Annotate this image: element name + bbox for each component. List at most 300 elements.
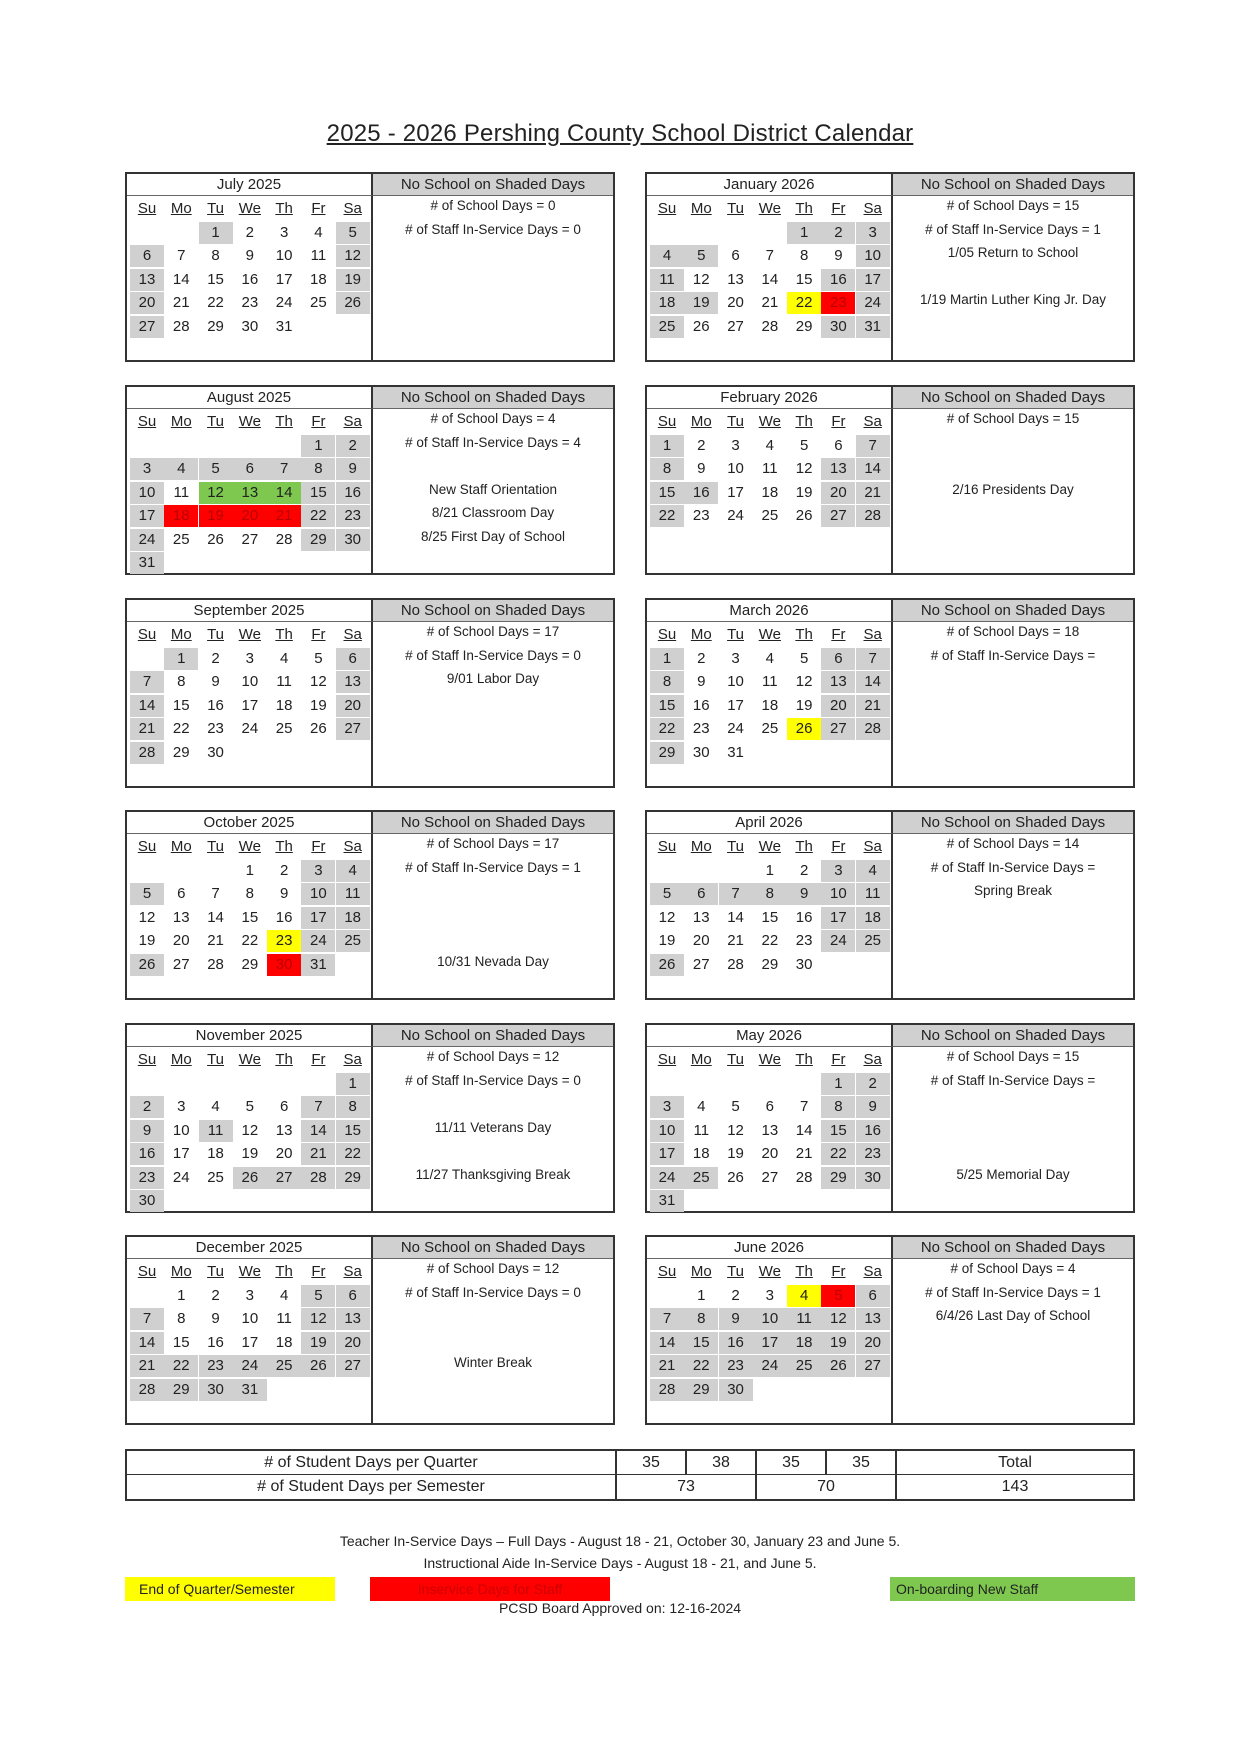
weekday-label: Fr xyxy=(831,413,846,430)
month-block xyxy=(645,1235,1135,1425)
weekday-label: Su xyxy=(137,838,157,855)
no-school-header: No School on Shaded Days xyxy=(893,1237,1133,1259)
weekday-label: Su xyxy=(137,413,157,430)
weekday-label: Sa xyxy=(343,413,362,430)
day-cell: 5 xyxy=(799,436,809,454)
day-cell: 19 xyxy=(310,696,327,714)
weekday-label: Fr xyxy=(831,200,846,217)
day-cell: 27 xyxy=(172,955,190,973)
month-note: 8/21 Classroom Day xyxy=(431,505,555,520)
day-cell: 21 xyxy=(727,932,744,949)
month-note: # of School Days = 17 xyxy=(426,624,560,639)
empty-day-cell xyxy=(684,860,718,882)
day-cell: 16 xyxy=(275,908,293,926)
day-cell: 19 xyxy=(301,1332,335,1354)
empty-day-cell xyxy=(336,1190,370,1212)
weekday-label: Fr xyxy=(831,838,846,855)
empty-day-cell xyxy=(267,435,301,457)
day-cell: 3 xyxy=(245,649,254,667)
day-cell: 25 xyxy=(310,294,327,311)
day-cell: 5 xyxy=(199,458,233,480)
day-cell: 8 xyxy=(753,883,787,905)
day-cell: 6 xyxy=(856,1285,890,1307)
weekday-label: We xyxy=(238,626,261,643)
day-cell: 13 xyxy=(727,270,744,288)
weekday-label: Tu xyxy=(207,626,225,643)
month-notes xyxy=(373,198,613,360)
empty-day-cell xyxy=(821,742,855,764)
weekday-label: Su xyxy=(657,838,677,855)
day-cell: 5 xyxy=(336,222,370,244)
weekday-label: Tu xyxy=(727,838,745,855)
month-notes xyxy=(893,411,1133,573)
weekday-label: Tu xyxy=(207,200,225,217)
day-cell: 20 xyxy=(233,505,267,527)
day-cell: 20 xyxy=(336,1332,370,1354)
month-title: September 2025 xyxy=(127,600,373,622)
day-cell: 11 xyxy=(693,1121,710,1139)
month-note: # of School Days = 12 xyxy=(426,1261,560,1276)
weekday-label: Su xyxy=(137,1051,157,1068)
day-cell: 30 xyxy=(719,1379,753,1401)
empty-day-cell xyxy=(233,435,267,457)
month-block xyxy=(645,385,1135,575)
empty-day-cell xyxy=(199,1190,233,1212)
empty-day-cell xyxy=(650,222,684,244)
day-cell: 6 xyxy=(731,247,740,264)
day-cell: 27 xyxy=(692,955,710,973)
day-cell: 16 xyxy=(207,696,224,714)
teacher-inservice-note: Teacher In-Service Days – Full Days - August 18 - 21, October 30, January 23 and June 5. xyxy=(339,1533,901,1549)
no-school-header: No School on Shaded Days xyxy=(373,387,613,409)
day-cell: 23 xyxy=(199,1355,233,1377)
empty-day-cell xyxy=(650,1285,684,1307)
day-cell: 15 xyxy=(172,696,190,714)
day-cell: 3 xyxy=(279,223,289,241)
day-cell: 29 xyxy=(336,1167,370,1189)
weekday-label: We xyxy=(758,1051,781,1068)
day-cell: 29 xyxy=(172,743,190,761)
weekday-label: Su xyxy=(137,200,157,217)
weekday-label: Th xyxy=(795,200,813,217)
day-cell: 1 xyxy=(787,222,821,244)
day-cell: 22 xyxy=(821,1143,855,1165)
day-cell: 25 xyxy=(650,316,684,338)
day-cell: 11 xyxy=(173,483,190,501)
weekday-label: Su xyxy=(657,1051,677,1068)
day-cell: 4 xyxy=(336,860,370,882)
day-cell: 14 xyxy=(856,671,890,693)
day-cell: 3 xyxy=(650,1096,684,1118)
day-cell: 29 xyxy=(795,317,813,335)
empty-day-cell xyxy=(719,1190,753,1212)
day-cell: 24 xyxy=(241,720,259,737)
day-cell: 23 xyxy=(821,292,855,314)
empty-day-cell xyxy=(856,954,890,976)
day-cell: 1 xyxy=(177,1286,186,1304)
weekday-label: Th xyxy=(795,626,813,643)
day-cell: 20 xyxy=(821,695,855,717)
day-cell: 10 xyxy=(753,1308,787,1330)
month-notes xyxy=(373,1049,613,1211)
month-note: # of School Days = 0 xyxy=(430,198,556,213)
day-cell: 20 xyxy=(336,695,370,717)
day-cell: 2 xyxy=(731,1286,740,1304)
day-cell: 27 xyxy=(727,317,744,335)
day-cell: 13 xyxy=(233,482,267,504)
total-label: Total xyxy=(897,1451,1133,1475)
empty-day-cell xyxy=(336,1379,370,1401)
weekday-label: Mo xyxy=(170,200,192,217)
day-cell: 25 xyxy=(336,930,370,952)
day-cell: 9 xyxy=(245,247,254,264)
day-cell: 25 xyxy=(787,1355,821,1377)
day-cell: 2 xyxy=(245,223,254,241)
day-cell: 27 xyxy=(130,316,164,338)
day-cell: 13 xyxy=(336,671,370,693)
day-cell: 3 xyxy=(731,436,740,454)
empty-day-cell xyxy=(821,954,855,976)
day-cell: 12 xyxy=(199,482,233,504)
day-cell: 12 xyxy=(310,673,327,690)
empty-day-cell xyxy=(787,1073,821,1095)
month-note: # of School Days = 15 xyxy=(946,198,1080,213)
day-cell: 28 xyxy=(795,1168,813,1186)
day-cell: 10 xyxy=(301,883,335,905)
day-cell: 23 xyxy=(856,1143,890,1165)
day-cell: 31 xyxy=(301,954,335,976)
day-cell: 30 xyxy=(821,316,855,338)
empty-day-cell xyxy=(199,1073,233,1095)
month-notes xyxy=(893,624,1133,786)
day-cell: 12 xyxy=(795,460,813,477)
day-cell: 8 xyxy=(650,671,684,693)
day-cell: 6 xyxy=(765,1098,774,1115)
day-cell: 8 xyxy=(211,247,220,264)
month-notes xyxy=(373,836,613,998)
day-cell: 22 xyxy=(301,505,335,527)
day-cell: 5 xyxy=(245,1098,254,1115)
quarter-3-days: 35 xyxy=(757,1451,827,1475)
day-cell: 6 xyxy=(233,458,267,480)
legend-onboarding-staff: On-boarding New Staff xyxy=(890,1577,1135,1601)
day-cell: 7 xyxy=(267,458,301,480)
weekday-label: Th xyxy=(275,626,293,643)
day-cell: 22 xyxy=(761,932,779,949)
day-cell: 17 xyxy=(821,907,855,929)
day-cell: 12 xyxy=(727,1121,744,1139)
day-cell: 4 xyxy=(856,860,890,882)
day-cell: 3 xyxy=(765,1286,774,1304)
day-cell: 30 xyxy=(795,955,813,973)
month-block xyxy=(125,810,615,1000)
day-cell: 22 xyxy=(241,932,259,949)
day-cell: 26 xyxy=(821,1355,855,1377)
day-cell: 26 xyxy=(727,1168,744,1186)
month-block xyxy=(645,1023,1135,1213)
day-cell: 30 xyxy=(267,954,301,976)
day-cell: 20 xyxy=(130,292,164,314)
month-note: # of Staff In-Service Days = xyxy=(930,859,1096,875)
day-cell: 7 xyxy=(799,1098,809,1115)
day-cell: 28 xyxy=(207,955,224,973)
day-cell: 25 xyxy=(761,720,779,737)
month-note: # of School Days = 12 xyxy=(426,1049,560,1064)
day-cell: 1 xyxy=(245,861,254,879)
day-cell: 25 xyxy=(275,720,293,737)
no-school-header: No School on Shaded Days xyxy=(893,174,1133,196)
day-cell: 8 xyxy=(177,673,186,690)
day-cell: 16 xyxy=(684,482,718,504)
day-cell: 23 xyxy=(795,932,813,949)
day-cell: 2 xyxy=(336,435,370,457)
weekday-label: Tu xyxy=(207,838,225,855)
weekday-label: We xyxy=(238,1051,261,1068)
day-cell: 15 xyxy=(761,908,779,926)
day-cell: 22 xyxy=(336,1143,370,1165)
day-cell: 25 xyxy=(267,1355,301,1377)
day-cell: 5 xyxy=(130,883,164,905)
month-note: 8/25 First Day of School xyxy=(420,528,566,544)
day-cell: 3 xyxy=(177,1098,186,1115)
day-cell: 18 xyxy=(856,907,890,929)
empty-day-cell xyxy=(336,316,370,338)
day-cell: 9 xyxy=(697,673,706,690)
weekday-label: Mo xyxy=(170,1051,192,1068)
day-cell: 15 xyxy=(650,482,684,504)
empty-day-cell xyxy=(753,1190,787,1212)
weekday-label: We xyxy=(758,413,781,430)
day-cell: 13 xyxy=(856,1308,890,1330)
day-cell: 1 xyxy=(650,435,684,457)
day-cell: 22 xyxy=(172,720,190,737)
day-cell: 26 xyxy=(336,292,370,314)
day-cell: 14 xyxy=(761,270,779,288)
day-cell: 9 xyxy=(279,885,289,902)
empty-day-cell xyxy=(199,435,233,457)
day-cell: 11 xyxy=(787,1308,821,1330)
weekday-label: We xyxy=(238,413,261,430)
day-cell: 28 xyxy=(301,1167,335,1189)
day-cell: 27 xyxy=(267,1167,301,1189)
day-cell: 14 xyxy=(207,908,224,926)
month-notes xyxy=(893,198,1133,360)
month-day-grid xyxy=(130,198,370,339)
day-cell: 22 xyxy=(684,1355,718,1377)
no-school-header: No School on Shaded Days xyxy=(893,1025,1133,1047)
day-cell: 17 xyxy=(301,907,335,929)
empty-day-cell xyxy=(301,1190,335,1212)
day-cell: 16 xyxy=(241,270,259,288)
empty-day-cell xyxy=(684,1073,718,1095)
day-cell: 26 xyxy=(650,954,684,976)
day-cell: 6 xyxy=(130,245,164,267)
day-cell: 20 xyxy=(692,932,710,949)
month-day-grid xyxy=(130,411,370,576)
month-notes xyxy=(893,1261,1133,1423)
month-note: # of School Days = 17 xyxy=(426,836,560,851)
day-cell: 24 xyxy=(172,1168,190,1186)
weekday-label: Mo xyxy=(690,1051,712,1068)
empty-day-cell xyxy=(787,742,821,764)
day-cell: 11 xyxy=(276,1310,292,1327)
weekday-label: Fr xyxy=(311,200,326,217)
day-cell: 8 xyxy=(821,1096,855,1118)
day-cell: 5 xyxy=(314,649,323,667)
day-cell: 11 xyxy=(856,883,890,905)
day-cell: 15 xyxy=(650,695,684,717)
day-cell: 29 xyxy=(650,742,684,764)
month-notes xyxy=(373,624,613,786)
day-cell: 27 xyxy=(821,505,855,527)
aide-inservice-note: Instructional Aide In-Service Days - August 18 - 21, and June 5. xyxy=(423,1555,817,1571)
weekday-label: Mo xyxy=(690,413,712,430)
board-approval: PCSD Board Approved on: 12-16-2024 xyxy=(498,1600,742,1616)
day-cell: 9 xyxy=(336,458,370,480)
weekday-label: Fr xyxy=(311,838,326,855)
weekday-label: Sa xyxy=(343,1263,362,1280)
empty-day-cell xyxy=(821,1379,855,1401)
month-day-grid xyxy=(650,836,890,977)
day-cell: 1 xyxy=(650,648,684,670)
day-cell: 19 xyxy=(199,505,233,527)
day-cell: 6 xyxy=(834,436,843,454)
day-cell: 18 xyxy=(787,1332,821,1354)
day-cell: 14 xyxy=(856,458,890,480)
day-cell: 16 xyxy=(130,1143,164,1165)
empty-day-cell xyxy=(130,1285,164,1307)
day-cell: 30 xyxy=(241,317,259,335)
day-cell: 23 xyxy=(267,930,301,952)
day-cell: 6 xyxy=(336,1285,370,1307)
month-title: July 2025 xyxy=(127,174,373,196)
day-cell: 9 xyxy=(211,1310,220,1327)
day-cell: 31 xyxy=(650,1190,684,1212)
day-cell: 7 xyxy=(130,1308,164,1330)
empty-day-cell xyxy=(856,1190,890,1212)
day-cell: 22 xyxy=(650,505,684,527)
month-title: June 2026 xyxy=(647,1237,893,1259)
day-cell: 2 xyxy=(279,861,289,879)
empty-day-cell xyxy=(130,435,164,457)
day-cell: 6 xyxy=(684,883,718,905)
day-cell: 31 xyxy=(130,552,164,574)
day-cell: 18 xyxy=(336,907,370,929)
day-cell: 21 xyxy=(650,1355,684,1377)
weekday-label: Su xyxy=(657,1263,677,1280)
day-cell: 18 xyxy=(692,1145,710,1162)
day-cell: 12 xyxy=(241,1121,259,1139)
day-cell: 14 xyxy=(172,270,190,288)
day-cell: 4 xyxy=(650,245,684,267)
day-cell: 19 xyxy=(795,483,813,501)
day-cell: 10 xyxy=(650,1120,684,1142)
month-title: February 2026 xyxy=(647,387,893,409)
weekday-label: Sa xyxy=(343,838,362,855)
day-cell: 1 xyxy=(336,1073,370,1095)
day-cell: 6 xyxy=(336,648,370,670)
day-cell: 13 xyxy=(821,458,855,480)
day-cell: 8 xyxy=(650,458,684,480)
day-cell: 14 xyxy=(301,1120,335,1142)
weekday-label: Mo xyxy=(690,626,712,643)
month-block xyxy=(125,598,615,788)
day-cell: 5 xyxy=(684,245,718,267)
month-note: # of Staff In-Service Days = xyxy=(930,647,1096,663)
day-cell: 20 xyxy=(172,932,190,949)
day-cell: 23 xyxy=(241,294,259,311)
month-day-grid xyxy=(130,624,370,765)
day-cell: 7 xyxy=(301,1096,335,1118)
day-cell: 19 xyxy=(658,932,676,949)
weekday-label: Su xyxy=(137,626,157,643)
weekday-label: Tu xyxy=(727,1263,745,1280)
day-cell: 26 xyxy=(787,718,821,740)
empty-day-cell xyxy=(130,860,164,882)
day-cell: 17 xyxy=(172,1145,190,1162)
day-cell: 4 xyxy=(765,649,774,667)
day-cell: 17 xyxy=(130,505,164,527)
empty-day-cell xyxy=(233,1190,267,1212)
weekday-label: Tu xyxy=(207,1051,225,1068)
day-cell: 27 xyxy=(241,530,259,548)
month-title: August 2025 xyxy=(127,387,373,409)
weekday-label: Th xyxy=(275,200,293,217)
month-day-grid xyxy=(130,1261,370,1402)
day-cell: 7 xyxy=(765,247,774,264)
day-cell: 21 xyxy=(761,294,779,311)
day-cell: 31 xyxy=(233,1379,267,1401)
day-cell: 7 xyxy=(177,247,186,264)
day-cell: 11 xyxy=(199,1120,233,1142)
month-note: 6/4/26 Last Day of School xyxy=(935,1308,1091,1323)
day-cell: 21 xyxy=(207,932,224,949)
day-cell: 5 xyxy=(799,649,809,667)
weekday-label: Sa xyxy=(863,626,882,643)
month-note: Winter Break xyxy=(453,1355,533,1370)
empty-day-cell xyxy=(753,1073,787,1095)
day-cell: 18 xyxy=(761,696,779,714)
weekday-label: Tu xyxy=(207,413,225,430)
weekday-label: Mo xyxy=(170,838,192,855)
day-cell: 29 xyxy=(241,955,259,973)
day-cell: 8 xyxy=(301,458,335,480)
day-cell: 26 xyxy=(795,507,813,524)
no-school-header: No School on Shaded Days xyxy=(373,1237,613,1259)
day-cell: 20 xyxy=(727,294,744,311)
weekday-label: Sa xyxy=(343,200,362,217)
day-cell: 29 xyxy=(821,1167,855,1189)
day-cell: 30 xyxy=(856,1167,890,1189)
day-cell: 25 xyxy=(856,930,890,952)
empty-day-cell xyxy=(787,1379,821,1401)
day-cell: 15 xyxy=(301,482,335,504)
month-note: 11/11 Veterans Day xyxy=(434,1119,552,1135)
month-block xyxy=(645,172,1135,362)
day-cell: 12 xyxy=(138,908,156,926)
month-note: # of Staff In-Service Days = 1 xyxy=(405,859,581,875)
day-cell: 10 xyxy=(821,883,855,905)
weekday-label: Th xyxy=(795,413,813,430)
month-block xyxy=(125,385,615,575)
day-cell: 17 xyxy=(650,1143,684,1165)
empty-day-cell xyxy=(684,222,718,244)
day-cell: 16 xyxy=(719,1332,753,1354)
day-cell: 5 xyxy=(821,1285,855,1307)
empty-day-cell xyxy=(164,435,198,457)
day-cell: 28 xyxy=(856,718,890,740)
month-note: # of School Days = 15 xyxy=(946,1049,1080,1064)
